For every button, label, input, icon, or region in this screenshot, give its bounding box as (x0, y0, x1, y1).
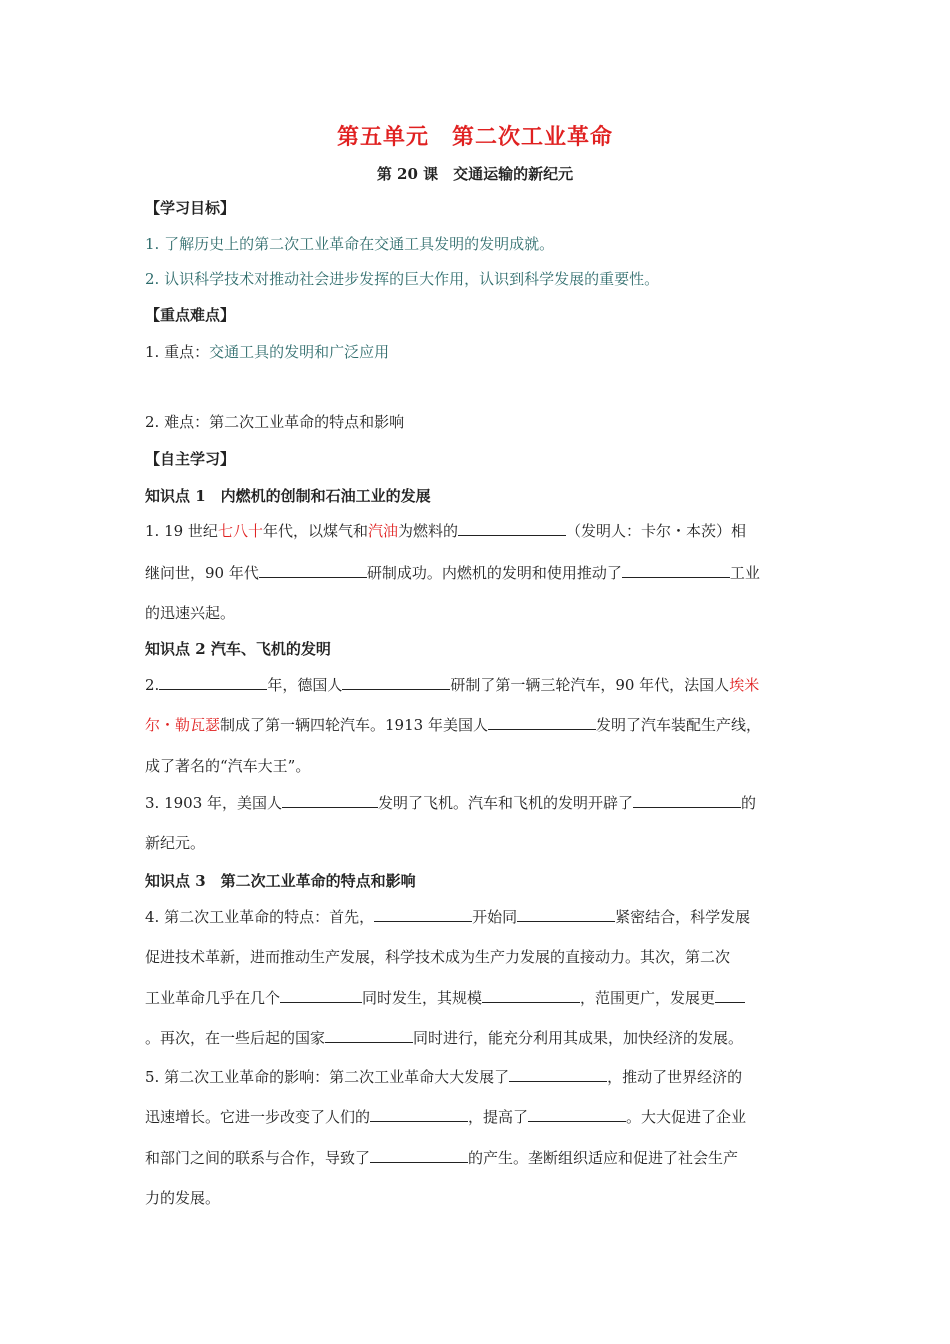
text-segment: 研制了第一辆三轮汽车，90 年代，法国人 (450, 676, 730, 694)
highlight-text: 七八十 (217, 522, 263, 540)
kp3-line-5 (145, 1066, 810, 1087)
text-segment: ，范围更广，发展更 (580, 989, 716, 1007)
fill-blank[interactable] (528, 1107, 626, 1122)
fill-blank[interactable] (488, 715, 596, 730)
fill-blank[interactable] (517, 907, 615, 922)
key-point-1 (145, 341, 810, 362)
kp2-line-2 (145, 714, 810, 735)
text-segment: 3. 1903 年，美国人 (145, 794, 283, 812)
text-segment: （发明人：卡尔・本茨）相 (566, 522, 747, 540)
kp3-line-8: 力的发展。 (145, 1189, 221, 1207)
text-segment: 研制成功。内燃机的发明和使用推动了 (366, 564, 622, 582)
fill-blank[interactable] (342, 675, 450, 690)
fill-blank[interactable] (325, 1028, 413, 1043)
kp3-line-4 (145, 1027, 810, 1048)
fill-blank[interactable] (633, 793, 741, 808)
text-segment: 。大大促进了企业 (626, 1108, 747, 1126)
fill-blank[interactable] (458, 521, 566, 536)
text-segment: 。再次，在一些后起的国家 (145, 1029, 326, 1047)
text-segment: 年代，以煤气和 (262, 522, 368, 540)
kp1-line-3: 的迅速兴起。 (145, 604, 236, 622)
fill-blank[interactable] (159, 675, 267, 690)
text-segment: 发明了飞机。汽车和飞机的发明开辟了 (378, 794, 634, 812)
kp1-line-2 (145, 562, 810, 583)
text-segment: 的产生。垄断组织适应和促进了社会生产 (468, 1149, 739, 1167)
text-segment: 为燃料的 (397, 522, 458, 540)
highlight-text: 汽油 (367, 522, 398, 540)
self-study-heading: 【自主学习】 (145, 450, 236, 468)
text-segment: 工业革命几乎在几个 (145, 989, 281, 1007)
fill-blank[interactable] (374, 907, 472, 922)
text-segment: 继问世，90 年代 (145, 564, 259, 582)
kp3-line-2: 促进技术革新，进而推动生产发展，科学技术成为生产力发展的直接动力。其次，第二次 (145, 948, 731, 966)
fill-blank[interactable] (715, 988, 745, 1003)
text-segment: 制成了第一辆四轮汽车。1913 年美国人 (220, 716, 488, 734)
kp2-line-5: 新纪元。 (145, 834, 206, 852)
text-segment: 开始同 (472, 908, 518, 926)
highlight-text: 埃米 (729, 676, 760, 694)
highlight-text: 尔・勒瓦瑟 (145, 716, 221, 734)
kp1-line-1 (145, 520, 810, 541)
fill-blank[interactable] (370, 1148, 468, 1163)
key-heading: 【重点难点】 (145, 306, 236, 324)
text-segment: 紧密结合，科学发展 (615, 908, 751, 926)
key-1-prefix: 1. 重点： (145, 343, 210, 361)
fill-blank[interactable] (280, 988, 362, 1003)
kp3-line-3 (145, 987, 810, 1008)
kp2-line-3: 成了著名的“汽车大王”。 (145, 757, 311, 775)
text-segment: 发明了汽车装配生产线， (595, 716, 761, 734)
text-segment: 同时发生，其规模 (362, 989, 483, 1007)
fill-blank[interactable] (622, 563, 730, 578)
text-segment: ，推动了世界经济的 (607, 1068, 743, 1086)
lesson-title: 第 20 课 交通运输的新纪元 (376, 165, 574, 183)
goal-1: 1. 了解历史上的第二次工业革命在交通工具发明的发明成就。 (145, 235, 555, 253)
goals-heading: 【学习目标】 (145, 199, 236, 217)
text-segment: 5. 第二次工业革命的影响：第二次工业革命大大发展了 (145, 1068, 510, 1086)
goal-2: 2. 认识科学技术对推动社会进步发挥的巨大作用，认识到科学发展的重要性。 (145, 270, 660, 288)
key-1-text: 交通工具的发明和广泛应用 (209, 343, 390, 361)
kp2-line-1 (145, 674, 810, 695)
kp3-line-6 (145, 1106, 810, 1127)
fill-blank[interactable] (482, 988, 580, 1003)
text-segment: 的 (741, 794, 757, 812)
text-segment: 和部门之间的联系与合作，导致了 (145, 1149, 371, 1167)
kp3-line-7 (145, 1147, 810, 1168)
text-segment: 1. 19 世纪 (145, 522, 218, 540)
text-segment: ，提高了 (468, 1108, 529, 1126)
text-segment: 同时进行，能充分利用其成果，加快经济的发展。 (413, 1029, 744, 1047)
key-point-2: 2. 难点：第二次工业革命的特点和影响 (145, 413, 405, 431)
kp2-heading: 知识点 2 汽车、飞机的发明 (145, 640, 331, 658)
fill-blank[interactable] (282, 793, 378, 808)
fill-blank[interactable] (509, 1067, 607, 1082)
text-segment: 2. (145, 676, 160, 694)
text-segment: 4. 第二次工业革命的特点：首先， (145, 908, 375, 926)
text-segment: 迅速增长。它进一步改变了人们的 (145, 1108, 371, 1126)
kp2-line-4 (145, 792, 810, 813)
kp3-line-1 (145, 906, 810, 927)
kp3-heading: 知识点 3 第二次工业革命的特点和影响 (145, 872, 416, 890)
fill-blank[interactable] (259, 563, 367, 578)
fill-blank[interactable] (370, 1107, 468, 1122)
text-segment: 工业 (729, 564, 760, 582)
unit-title: 第五单元 第二次工业革命 (336, 124, 613, 150)
kp1-heading: 知识点 1 内燃机的创制和石油工业的发展 (145, 487, 431, 505)
text-segment: 年，德国人 (267, 676, 343, 694)
